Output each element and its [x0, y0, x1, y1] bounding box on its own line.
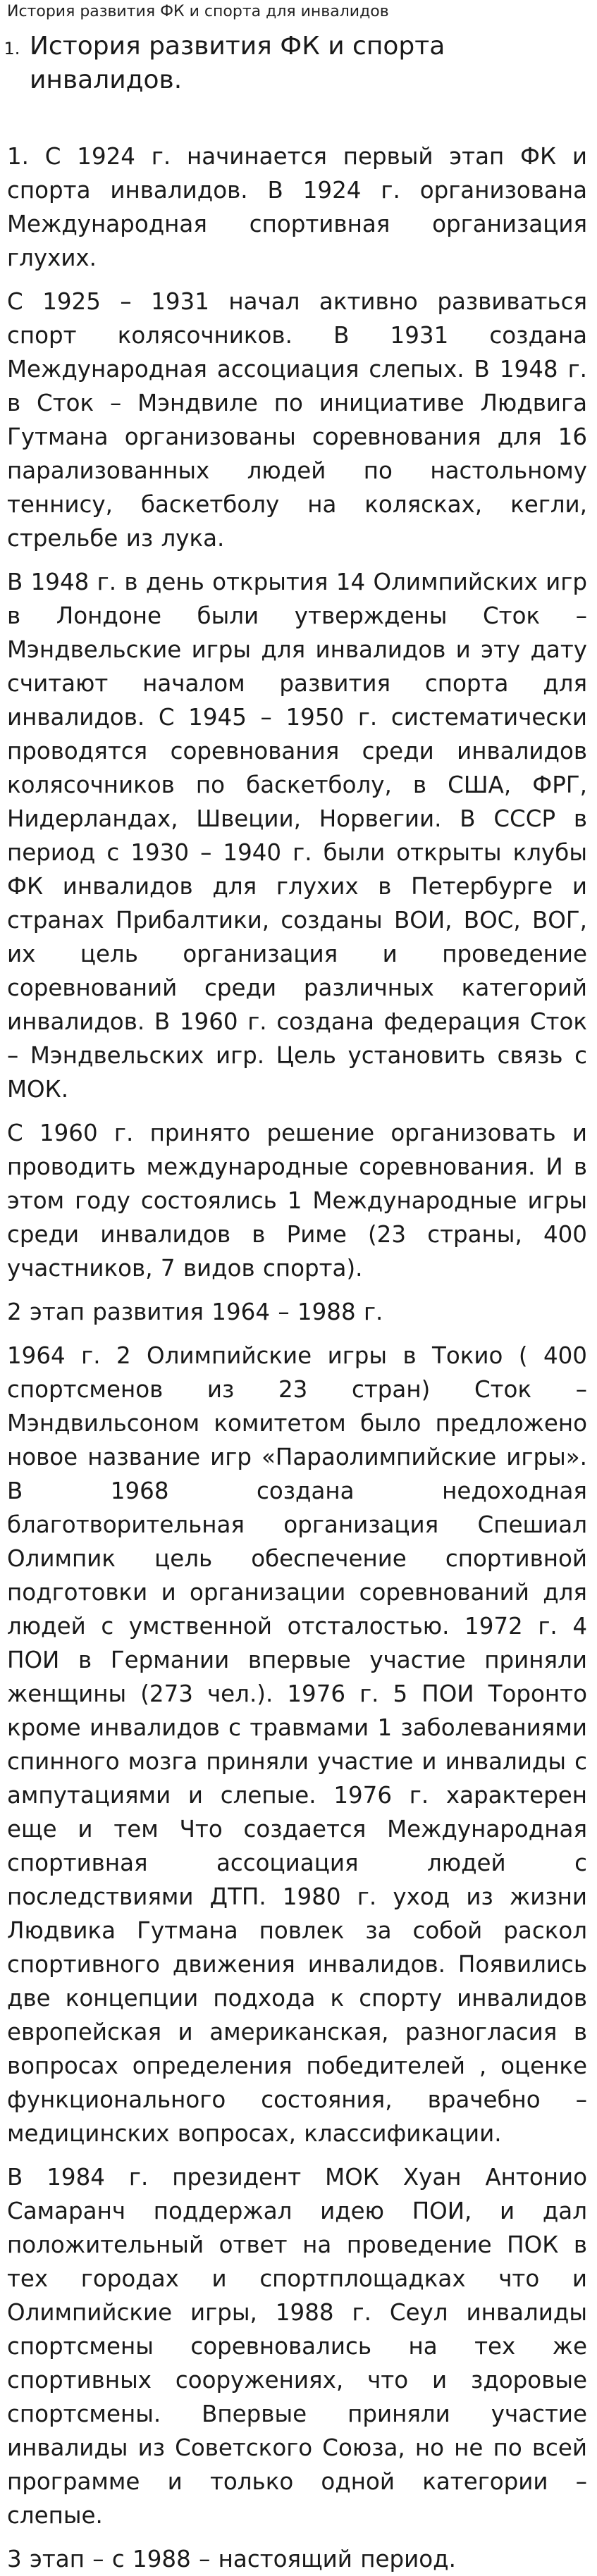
paragraph-1925-1948: С 1925 – 1931 начал активно развиваться спорт колясочников. В 1931 создана Международная ассоциация слепых. В 1948 г. в Сток – Мэндвиле по инициативе Людвига Гутмана организованы соревнования для 16 парализованных людей по настольному теннису, баскетболу на колясках, кегли, стрельбе из лука.: [7, 288, 587, 552]
paragraph-stage-2-heading: 2 этап развития 1964 – 1988 г.: [7, 1299, 383, 1325]
paragraph-stage-1: 1. С 1924 г. начинается первый этап ФК и спорта инвалидов. В 1924 г. организована Международная спортивная организация глухих.: [7, 143, 587, 271]
paragraph-1948-1960: В 1948 г. в день открытия 14 Олимпийских игр в Лондоне были утверждены Сток – Мэндвельские игры для инвалидов и эту дату считают началом развития спорта для инвалидов. С 1945 – 1950 г. систематически проводятся соревнования среди инвалидов колясочников по баскетболу, в США, ФРГ, Нидерландах, Швеции, Норвегии. В СССР в период с 1930 – 1940 г. были открыты клубы ФК инвалидов для глухих в Петербурге и странах Прибалтики, созданы ВОИ, ВОС, ВОГ, их цель организация и проведение соревнований среди различных категорий инвалидов. В 1960 г. создана федерация Сток – Мэндвельских игр. Цель установить связь с МОК.: [7, 569, 587, 1103]
paragraph-1960: С 1960 г. принято решение организовать и проводить международные соревнования. И в этом году состоялись 1 Международные игры среди инвалидов в Риме (23 страны, 400 участников, 7 видов спорта).: [7, 1120, 587, 1282]
heading-list: [7, 30, 587, 97]
section-heading: 1. История развития ФК и спорта инвалидов.: [25, 30, 587, 97]
paragraph-1964-1980: 1964 г. 2 Олимпийские игры в Токио ( 400 спортсменов из 23 стран) Сток – Мэндвильсоном комитетом было предложено новое название игр «Параолимпийские игры». В 1968 создана недоходная благотворительная организация Спешиал Олимпик цель обеспечение спортивной подготовки и организации соревнований для людей с умственной отсталостью. 1972 г. 4 ПОИ в Германии впервые участие приняли женщины (273 чел.). 1976 г. 5 ПОИ Торонто кроме инвалидов с травмами 1 заболеваниями спинного мозга приняли участие и инвалиды с ампутациями и слепые. 1976 г. характерен еще и тем Что создается Международная спортивная ассоциация людей с последствиями ДТП. 1980 г. уход из жизни Людвика Гутмана повлек за собой раскол спортивного движения инвалидов. Появились две концепции подхода к спорту инвалидов европейская и американская, разногласия в вопросах определения победителей , оценке функционального состояния, врачебно – медицинских вопросах, классификации.: [7, 1342, 587, 2147]
paragraph-stage-3-heading: 3 этап – с 1988 – настоящий период.: [7, 2546, 456, 2572]
page-title: История развития ФК и спорта для инвалидов: [7, 3, 389, 20]
document-body: [7, 140, 587, 2576]
paragraph-1984-1988: В 1984 г. президент МОК Хуан Антонио Самаранч поддержал идею ПОИ, и дал положительный ответ на проведение ПОК в тех городах и спортплощадках что и Олимпийские игры, 1988 г. Сеул инвалиды спортсмены соревновались на тех же спортивных сооружениях, что и здоровые спортсмены. Впервые приняли участие инвалиды из Советского Союза, но не по всей программе и только одной категории – слепые.: [7, 2164, 587, 2529]
